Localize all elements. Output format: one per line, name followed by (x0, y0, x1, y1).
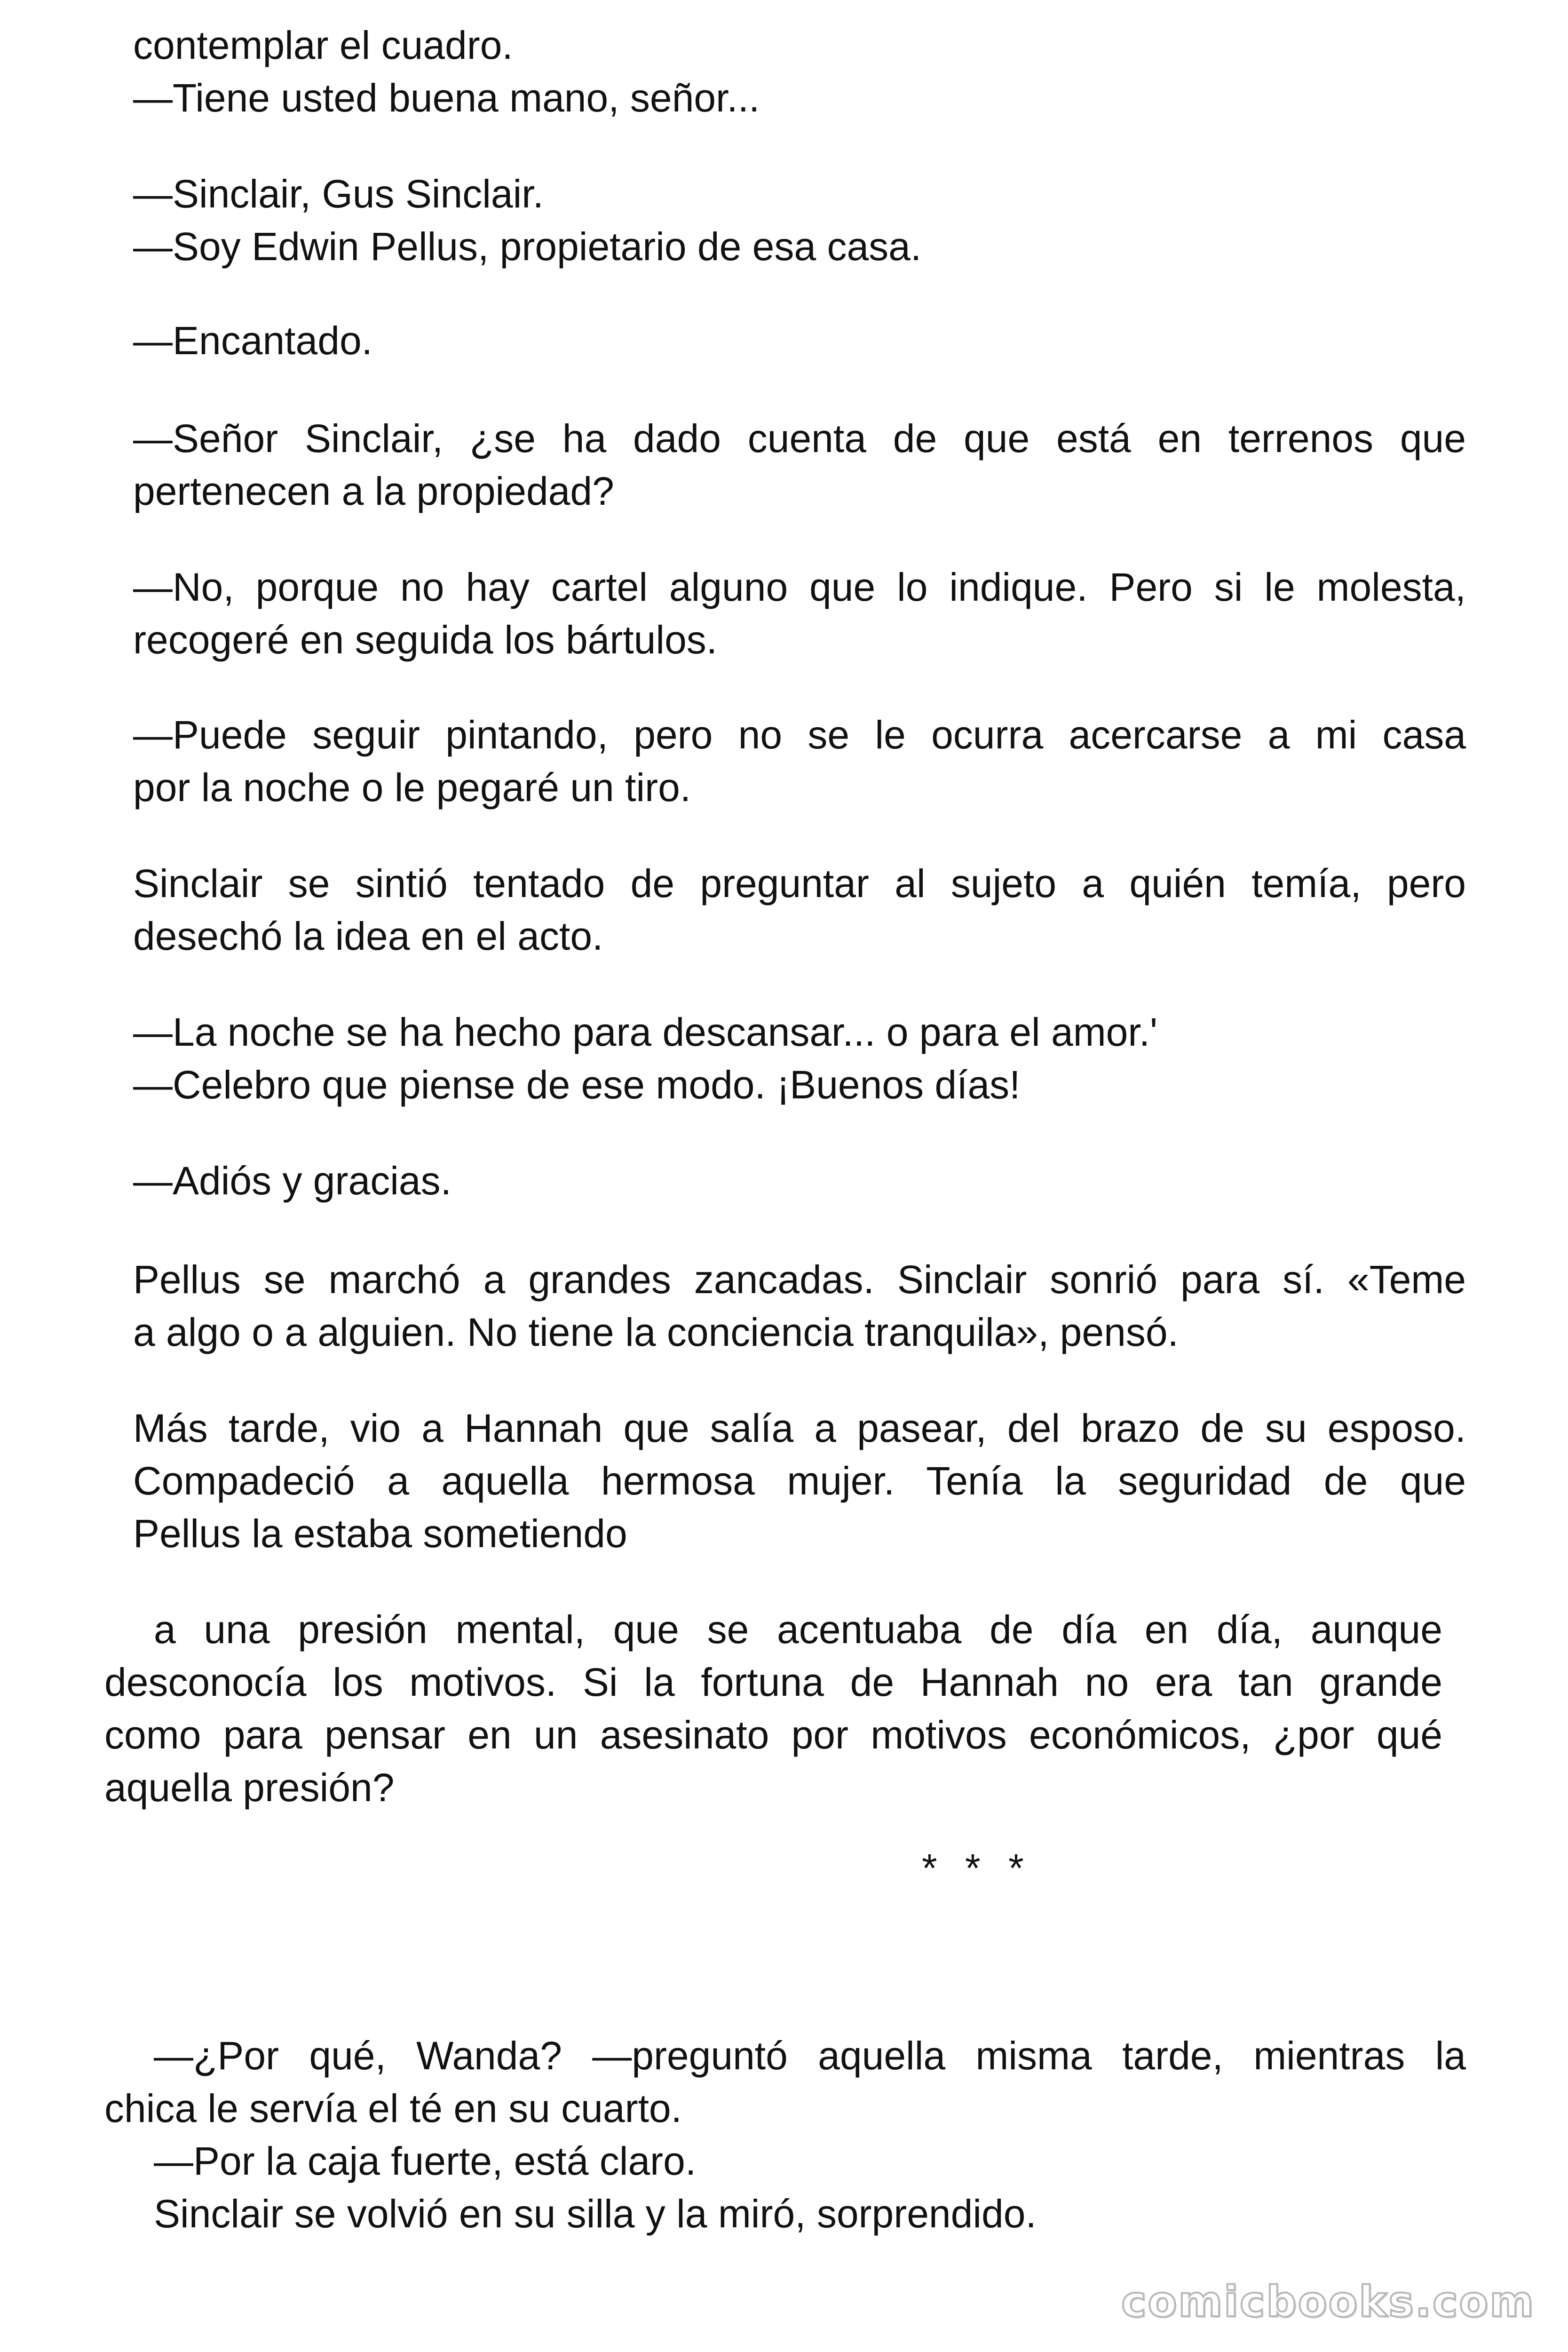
text-line: aquella presión? (104, 1765, 395, 1810)
text-line: desechó la idea en el acto. (133, 914, 603, 958)
text-line: —Encantado. (133, 318, 373, 363)
paragraph (133, 857, 1466, 962)
paragraph (133, 167, 1466, 273)
text-line: como para pensar en un asesinato por motivos económicos, ¿por qué (104, 1713, 1442, 1757)
paragraph (104, 1603, 1442, 1814)
text-line: —Adiós y gracias. (133, 1159, 451, 1203)
paragraph (104, 2029, 1466, 2240)
text-line: desconocía los motivos. Si la fortuna de Hannah no era tan grande (104, 1660, 1442, 1704)
text-line: contemplar el cuadro. (133, 23, 513, 67)
text-line: recogeré en seguida los bártulos. (133, 618, 718, 662)
text-line: —¿Por qué, Wanda? —preguntó aquella misma tarde, mientras la (154, 2034, 1466, 2078)
paragraph (133, 561, 1466, 666)
text-line: —Soy Edwin Pellus, propietario de esa casa. (133, 224, 922, 269)
text-line: Pellus la estaba sometiendo (133, 1511, 627, 1556)
text-line: Más tarde, vio a Hannah que salía a pasear, del brazo de su esposo. (133, 1406, 1466, 1450)
paragraph (133, 412, 1466, 517)
text-line: Sinclair se volvió en su silla y la miró, sorprendido. (154, 2192, 1037, 2236)
paragraph (133, 19, 1466, 124)
paragraph (133, 314, 1466, 367)
text-line: —Puede seguir pintando, pero no se le ocurra acercarse a mi casa (133, 713, 1466, 757)
text-line: —Señor Sinclair, ¿se ha dado cuenta de que está en terrenos que (133, 416, 1466, 461)
paragraph (133, 1154, 1466, 1207)
text-line: —Por la caja fuerte, está claro. (154, 2139, 697, 2183)
paragraph (133, 1402, 1466, 1560)
paragraph (133, 1253, 1466, 1359)
watermark-logo: comicbooks.com (1121, 2277, 1535, 2327)
paragraph (133, 1006, 1466, 1111)
text-line: chica le servía el té en su cuarto. (104, 2086, 682, 2130)
section-separator: * * * (922, 1846, 1032, 1890)
text-line: —Sinclair, Gus Sinclair. (133, 172, 544, 216)
text-line: Compadeció a aquella hermosa mujer. Tenía la seguridad de que (133, 1459, 1466, 1503)
text-line: a algo o a alguien. No tiene la conciencia tranquila», pensó. (133, 1310, 1179, 1354)
paragraph (133, 708, 1466, 814)
text-line: —La noche se ha hecho para descansar... o para el amor.' (133, 1010, 1158, 1054)
text-line: Sinclair se sintió tentado de preguntar al sujeto a quién temía, pero (133, 861, 1466, 906)
text-line: por la noche o le pegaré un tiro. (133, 765, 691, 810)
text-line: —Tiene usted buena mano, señor... (133, 76, 760, 120)
text-line: a una presión mental, que se acentuaba de día en día, aunque (154, 1607, 1442, 1652)
text-line: —Celebro que piense de ese modo. ¡Buenos días! (133, 1063, 1021, 1107)
text-line: —No, porque no hay cartel alguno que lo indique. Pero si le molesta, (133, 565, 1466, 609)
text-line: pertenecen a la propiedad? (133, 469, 614, 513)
text-line: Pellus se marchó a grandes zancadas. Sinclair sonrió para sí. «Teme (133, 1257, 1466, 1302)
